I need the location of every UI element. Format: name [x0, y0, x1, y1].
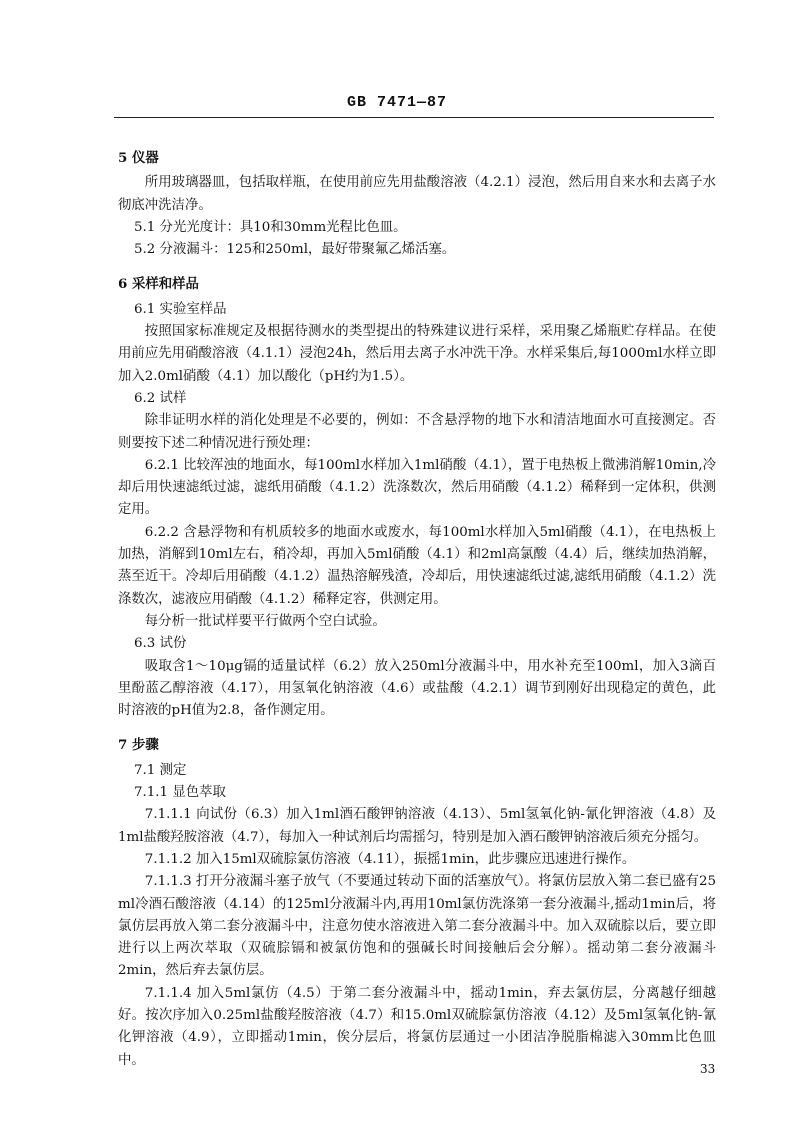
clause-5-1: 5.1 分光光度计：具10和30mm光程比色皿。	[134, 219, 407, 235]
clause-6-2-2: 6.2.2 含悬浮物和有机质较多的地面水或废水，每100ml水样加入5ml硝酸（4.1），在电热板上加热，消解到10ml左右，稍冷却，再加入5ml硝酸（4.1）和2ml高氯酸（4.4）后，继续加热消解，蒸至近干。冷却后用硝酸（4.1.2）温热溶解残渣，冷却后，用快速滤纸过滤,滤纸用硝酸（4.1.2）洗涤数次，滤液应用硝酸（4.1.2）稀释定容，供测定用。	[118, 524, 716, 607]
clause-5-2: 5.2 分液漏斗：125和250ml，最好带聚氟乙烯活塞。	[134, 242, 456, 258]
clause-6-2-1: 6.2.1 比较浑浊的地面水，每100ml水样加入1ml硝酸（4.1），置于电热板上微沸消解10min,冷却后用快速滤纸过滤，滤纸用硝酸（4.1.2）洗涤数次，然后用硝酸（4.1.2）稀释到一定体积，供测定用。	[118, 457, 716, 518]
clause-6-1-text: 按照国家标准规定及根据待测水的类型提出的特殊建议进行采样，采用聚乙烯瓶贮存样品。在使用前应先用硝酸溶液（4.1.1）浸泡24h，然后用去离子水冲洗干净。水样采集后,每1000ml水样立即加入2.0ml硝酸（4.1）加以酸化（pH约为1.5）。	[118, 324, 716, 384]
section-6-heading: 6 采样和样品	[118, 276, 199, 293]
clause-7-1-1-2: 7.1.1.2 加入15ml双硫腙氯仿溶液（4.11），振摇1min，此步骤应迅速进行操作。	[144, 851, 636, 867]
clause-7-1-1-heading: 7.1.1 显色萃取	[134, 785, 226, 801]
section-5-heading: 5 仪器	[118, 150, 159, 166]
page-header-standard-code: GB 7471—87	[346, 94, 447, 111]
clause-7-1-1-3: 7.1.1.3 打开分液漏斗塞子放气（不要通过转动下面的活塞放气）。将氯仿层放入第二套已盛有25 ml冷酒石酸溶液（4.14）的125ml分液漏斗内,再用10ml氯仿洗涤第一套分液漏斗,摇动1min后，将氯仿层再放入第二套分液漏斗中，注意勿使水溶液进入第二套分液漏斗中。加入双硫腙以后，要立即进行以上两次萃取（双硫腙镉和被氯仿饱和的强碱长时间接触后会分解）。摇动第二套分液漏斗2min，然后弃去氯仿层。	[118, 874, 716, 979]
clause-6-3-heading: 6.3 试份	[134, 636, 187, 652]
clause-7-1-1-4: 7.1.1.4 加入5ml氯仿（4.5）于第二套分液漏斗中，摇动1min，弃去氯仿层，分离越仔细越好。按次序加入0.25ml盐酸羟胺溶液（4.7）和15.0ml双硫腙氯仿溶液（4.12）及5ml氢氧化钠-氰化钾溶液（4.9），立即摇动1min，俟分层后，将氯仿层通过一小团洁净脱脂棉滤入30mm比色皿中。	[118, 985, 716, 1068]
clause-7-1-heading: 7.1 测定	[134, 762, 187, 778]
clause-7-1-1-1: 7.1.1.1 向试份（6.3）加入1ml酒石酸钾钠溶液（4.13）、5ml氢氧化钠-氰化钾溶液（4.8）及1ml盐酸羟胺溶液（4.7），每加入一种试剂后均需摇匀，特别是加入酒石酸钾钠溶液后须充分摇匀。	[118, 807, 716, 845]
clause-6-3-text: 吸取含1～10μg镉的适量试样（6.2）放入250ml分液漏斗中，用水补充至100ml，加入3滴百里酚蓝乙醇溶液（4.17），用氢氧化钠溶液（4.6）或盐酸（4.2.1）调节到刚好出现稳定的黄色，此时溶液的pH值为2.8，备作测定用。	[118, 658, 716, 719]
clause-6-1-heading: 6.1 实验室样品	[134, 301, 227, 317]
page-number: 33	[700, 1062, 716, 1076]
header-divider	[114, 117, 714, 118]
section-7-heading: 7 步骤	[118, 737, 159, 754]
clause-6-2-text: 除非证明水样的消化处理是不必要的，例如：不含悬浮物的地下水和清洁地面水可直接测定。否则要按下述二种情况进行预处理：	[118, 413, 716, 451]
clause-6-2-note: 每分析一批试样要平行做两个空白试验。	[144, 613, 386, 629]
document-body	[118, 141, 716, 1072]
section-5-intro: 所用玻璃器皿，包括取样瓶，在使用前应先用盐酸溶液（4.2.1）浸泡，然后用自来水和去离子水彻底冲洗洁净。	[118, 175, 716, 213]
clause-6-2-heading: 6.2 试样	[134, 390, 187, 406]
